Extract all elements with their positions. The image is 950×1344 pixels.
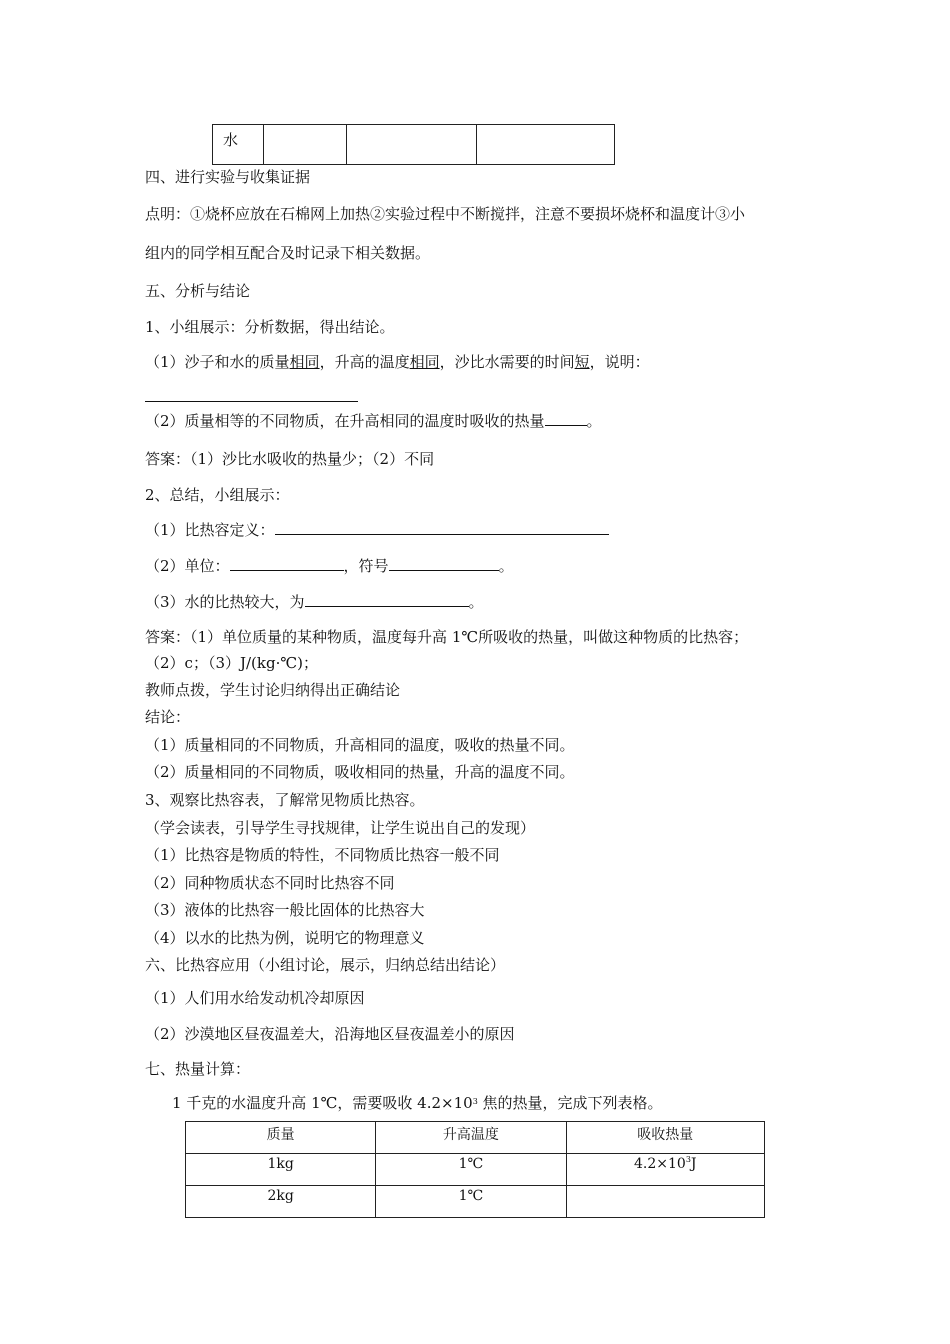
table-row bbox=[186, 1154, 765, 1186]
conclusion-title: 结论： bbox=[145, 708, 191, 726]
definition-line bbox=[145, 520, 609, 540]
question-1 bbox=[145, 352, 650, 372]
application-1: （1）人们用水给发动机冷却原因 bbox=[145, 989, 365, 1007]
question-1-part1: （1）沙子和水的质量 bbox=[145, 353, 290, 371]
unit-part1: （2）单位： bbox=[145, 557, 230, 575]
table-cell bbox=[347, 125, 477, 165]
observation-2: （2）同种物质状态不同时比热容不同 bbox=[145, 874, 395, 892]
question-1-part2: ，升高的温度 bbox=[319, 353, 410, 371]
observation-3: （3）液体的比热容一般比固体的比热容大 bbox=[145, 901, 425, 919]
question-2-blank bbox=[545, 411, 587, 426]
section-5-3-hint: （学会读表，引导学生寻找规律，让学生说出自己的发现） bbox=[145, 819, 536, 837]
unit-line bbox=[145, 556, 514, 576]
table-cell bbox=[477, 125, 615, 165]
section-4-note-line1: 点明：①烧杯应放在石棉网上加热②实验过程中不断搅拌，注意不要损坏烧杯和温度计③小 bbox=[145, 205, 746, 223]
calc-intro bbox=[172, 1093, 663, 1113]
section-5-title: 五、分析与结论 bbox=[145, 282, 251, 300]
observation-1: （1）比热容是物质的特性，不同物质比热容一般不同 bbox=[145, 846, 500, 864]
table-row bbox=[186, 1186, 765, 1218]
cell-heat-exponent: 3 bbox=[685, 1155, 691, 1164]
question-2 bbox=[145, 411, 602, 431]
water-line bbox=[145, 592, 484, 612]
heat-table bbox=[185, 1121, 765, 1218]
question-2-part2: 。 bbox=[586, 412, 602, 430]
cell-mass: 1kg bbox=[186, 1154, 376, 1186]
header-temp: 升高温度 bbox=[376, 1122, 566, 1154]
header-mass: 质量 bbox=[186, 1122, 376, 1154]
answer-2-line1: 答案：（1）单位质量的某种物质，温度每升高 1℃所吸收的热量，叫做这种物质的比热容； bbox=[145, 628, 749, 646]
question-1-underline-time: 短 bbox=[574, 353, 590, 371]
observation-4: （4）以水的比热为例，说明它的物理意义 bbox=[145, 929, 425, 947]
cell-heat-unit: J bbox=[690, 1156, 697, 1172]
table-header-row bbox=[186, 1122, 765, 1154]
table-row bbox=[213, 125, 615, 165]
question-1-part4: ，说明： bbox=[589, 353, 650, 371]
application-2: （2）沙漠地区昼夜温差大，沿海地区昼夜温差小的原因 bbox=[145, 1025, 515, 1043]
water-blank bbox=[305, 592, 469, 607]
calc-intro-exponent: 3 bbox=[472, 1097, 478, 1106]
cell-heat bbox=[566, 1154, 764, 1186]
section-4-title: 四、进行实验与收集证据 bbox=[145, 168, 311, 186]
section-4-note-line2: 组内的同学相互配合及时记录下相关数据。 bbox=[145, 244, 431, 262]
table-cell-label: 水 bbox=[213, 125, 264, 165]
cell-temp: 1℃ bbox=[376, 1154, 566, 1186]
cell-heat-empty bbox=[566, 1186, 764, 1218]
definition-blank bbox=[275, 520, 609, 535]
section-7-title: 七、热量计算： bbox=[145, 1060, 251, 1078]
section-5-1-title: 1、小组展示：分析数据，得出结论。 bbox=[145, 318, 395, 336]
header-heat: 吸收热量 bbox=[566, 1122, 764, 1154]
data-table-top bbox=[212, 124, 615, 165]
section-6-title: 六、比热容应用（小组讨论，展示，归纳总结出结论） bbox=[145, 956, 506, 974]
cell-mass: 2kg bbox=[186, 1186, 376, 1218]
water-part1: （3）水的比热较大，为 bbox=[145, 593, 305, 611]
unit-blank bbox=[230, 556, 344, 571]
definition-label: （1）比热容定义： bbox=[145, 521, 275, 539]
unit-part3: 。 bbox=[498, 557, 514, 575]
calc-intro-part1: 1 千克的水温度升高 1℃，需要吸收 4.2×10 bbox=[172, 1094, 473, 1112]
water-part2: 。 bbox=[468, 593, 484, 611]
question-1-underline-temp: 相同 bbox=[409, 353, 440, 371]
cell-heat-base: 4.2×10 bbox=[634, 1156, 686, 1172]
symbol-blank bbox=[389, 556, 499, 571]
conclusion-2: （2）质量相同的不同物质，吸收相同的热量，升高的温度不同。 bbox=[145, 763, 575, 781]
conclusion-1: （1）质量相同的不同物质，升高相同的温度，吸收的热量不同。 bbox=[145, 736, 575, 754]
table-cell bbox=[264, 125, 347, 165]
answer-2-line2: （2）c；（3）J/(kg·℃)； bbox=[145, 654, 318, 672]
section-5-3-title: 3、观察比热容表，了解常见物质比热容。 bbox=[145, 791, 425, 809]
calc-intro-part2: 焦的热量，完成下列表格。 bbox=[477, 1094, 663, 1112]
answer-1: 答案：（1）沙比水吸收的热量少；（2）不同 bbox=[145, 450, 435, 468]
question-1-underline-mass: 相同 bbox=[289, 353, 320, 371]
teacher-note: 教师点拨，学生讨论归纳得出正确结论 bbox=[145, 681, 401, 699]
question-2-part1: （2）质量相等的不同物质，在升高相同的温度时吸收的热量 bbox=[145, 412, 545, 430]
answer-blank-line bbox=[145, 401, 358, 402]
section-5-2-title: 2、总结，小组展示： bbox=[145, 486, 290, 504]
cell-temp: 1℃ bbox=[376, 1186, 566, 1218]
question-1-part3: ，沙比水需要的时间 bbox=[439, 353, 575, 371]
unit-part2: ，符号 bbox=[343, 557, 389, 575]
